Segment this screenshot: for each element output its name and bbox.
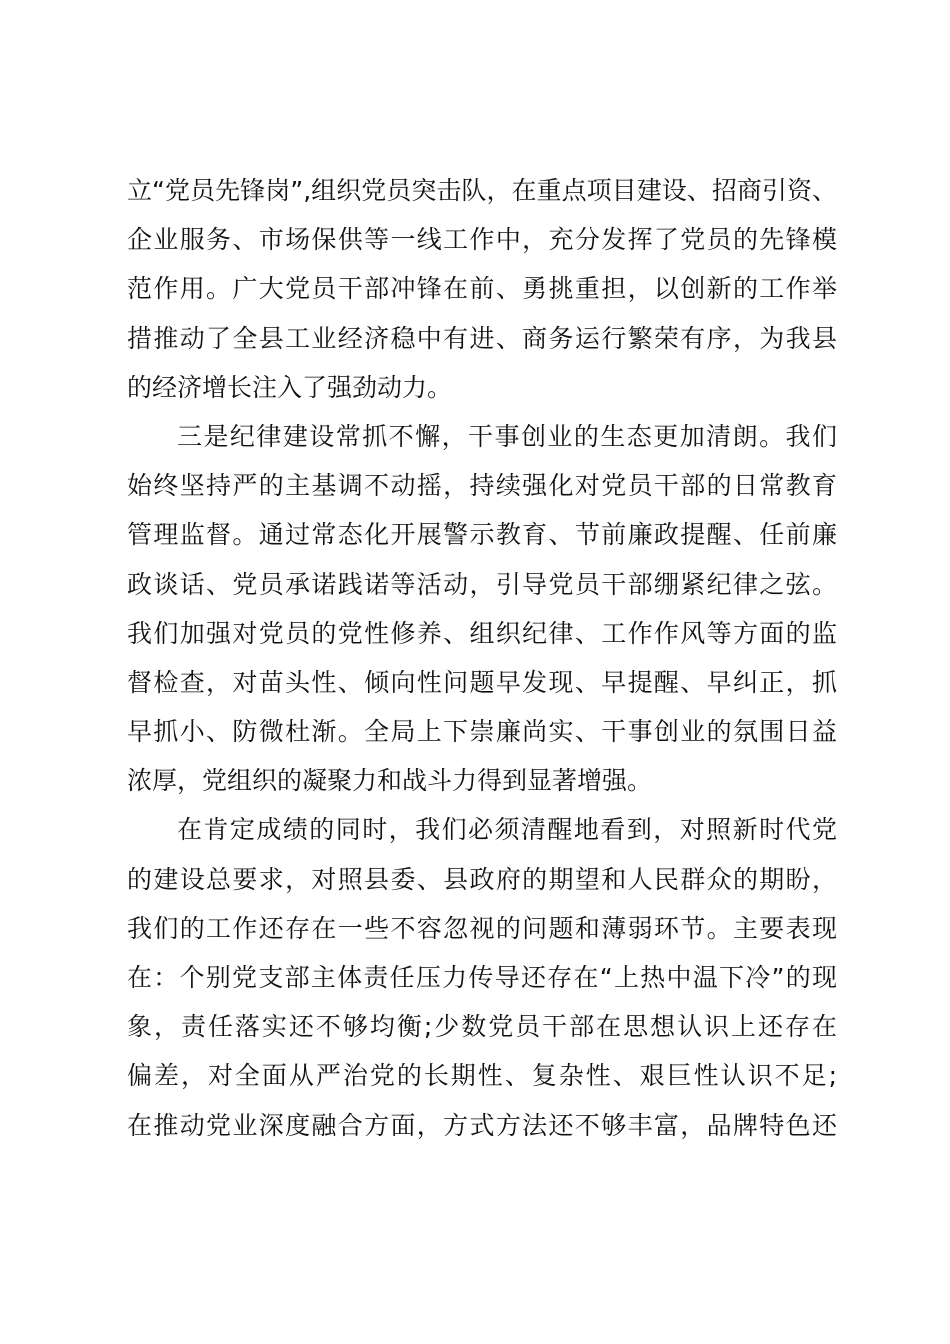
text-line: 三是纪律建设常抓不懈，干事创业的生态更加清朗。我们 xyxy=(177,421,837,451)
paragraph-2 xyxy=(127,412,837,806)
text-line: 企业服务、市场保供等一线工作中，充分发挥了党员的先锋模 xyxy=(127,225,837,255)
text-line: 立“党员先锋岗”,组织党员突击队，在重点项目建设、招商引资、 xyxy=(127,176,837,205)
text-line: 政谈话、党员承诺践诺等活动，引导党员干部绷紧纪律之弦。 xyxy=(127,569,837,599)
text-line: 浓厚，党组织的凝聚力和战斗力得到显著增强。 xyxy=(127,766,653,796)
body-text xyxy=(127,166,837,1150)
text-line: 我们加强对党员的党性修养、组织纪律、工作作风等方面的监 xyxy=(127,618,837,648)
text-line: 管理监督。通过常态化开展警示教育、节前廉政提醒、任前廉 xyxy=(127,520,837,550)
text-line: 在肯定成绩的同时，我们必须清醒地看到，对照新时代党 xyxy=(177,815,837,845)
text-line: 的经济增长注入了强劲动力。 xyxy=(127,372,453,402)
text-line: 早抓小、防微杜渐。全局上下崇廉尚实、干事创业的氛围日益 xyxy=(127,717,837,747)
text-line: 的建设总要求，对照县委、县政府的期望和人民群众的期盼， xyxy=(127,864,837,894)
text-line: 象，责任落实还不够均衡;少数党员干部在思想认识上还存在 xyxy=(127,1012,837,1042)
text-line: 范作用。广大党员干部冲锋在前、勇挑重担，以创新的工作举 xyxy=(127,274,837,304)
text-line: 在：个别党支部主体责任压力传导还存在“上热中温下冷”的现 xyxy=(127,963,837,992)
text-line: 我们的工作还存在一些不容忽视的问题和薄弱环节。主要表现 xyxy=(127,913,837,943)
text-line: 督检查，对苗头性、倾向性问题早发现、早提醒、早纠正，抓 xyxy=(127,667,837,697)
text-line: 措推动了全县工业经济稳中有进、商务运行繁荣有序，为我县 xyxy=(127,323,837,353)
text-line: 偏差，对全面从严治党的长期性、复杂性、艰巨性认识不足; xyxy=(127,1061,837,1091)
text-line: 在推动党业深度融合方面，方式方法还不够丰富，品牌特色还 xyxy=(127,1110,837,1140)
text-line: 始终坚持严的主基调不动摇，持续强化对党员干部的日常教育 xyxy=(127,471,837,501)
paragraph-3 xyxy=(127,805,837,1149)
paragraph-1 xyxy=(127,166,837,412)
